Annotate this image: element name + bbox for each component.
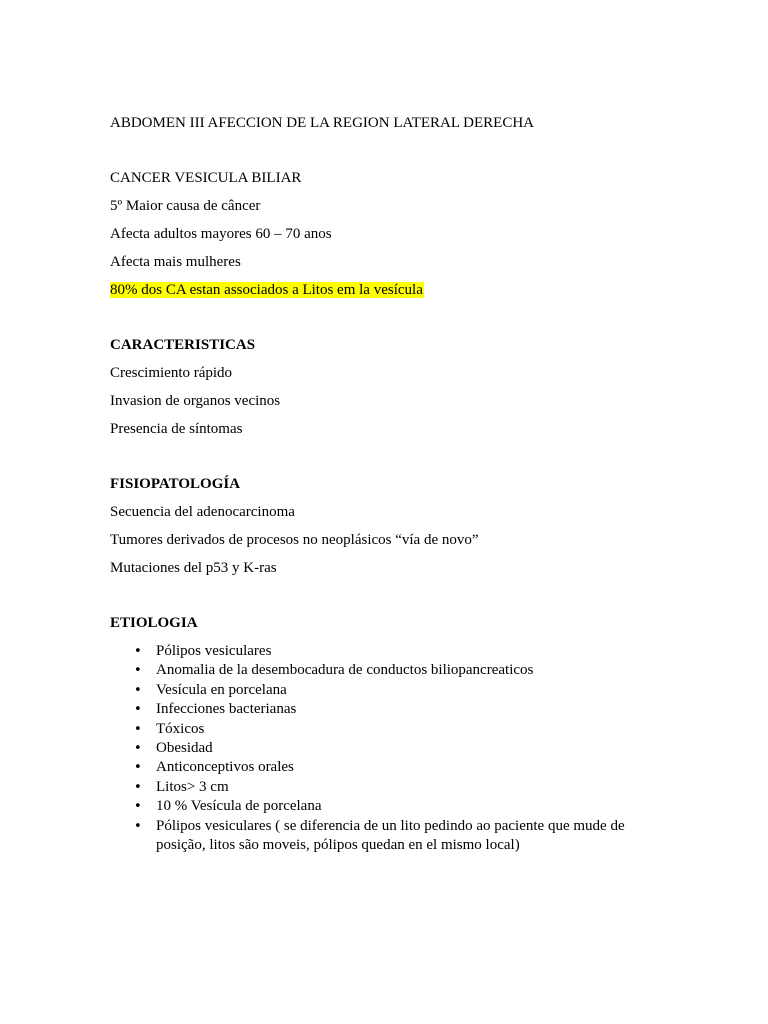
intro-line: 5º Maior causa de câncer <box>110 198 261 214</box>
list-item-text: Pólipos vesiculares ( se diferencia de un lito pedindo ao paciente que mude de posição, litos são moveis, pólipos quedan en el mismo local) <box>156 817 625 854</box>
highlighted-line: 80% dos CA estan associados a Litos em la vesícula <box>110 282 423 298</box>
fisiopatologia-line: Secuencia del adenocarcinoma <box>110 504 295 520</box>
highlighted-line-container <box>110 281 424 299</box>
bullet-icon: • <box>134 682 142 698</box>
bullet-icon: • <box>134 818 142 834</box>
list-item-text: Pólipos vesiculares <box>156 643 272 659</box>
section-heading-cancer-vesicula: CANCER VESICULA BILIAR <box>110 170 302 186</box>
list-item-text: 10 % Vesícula de porcelana <box>156 798 322 815</box>
intro-line: Afecta mais mulheres <box>110 254 241 270</box>
bullet-icon: • <box>134 779 142 795</box>
etiologia-list <box>110 642 670 855</box>
section-heading-fisiopatologia: FISIOPATOLOGÍA <box>110 476 241 492</box>
section-heading-caracteristicas: CARACTERISTICAS <box>110 337 256 353</box>
bullet-icon: • <box>134 644 142 659</box>
bullet-icon: • <box>134 663 142 679</box>
list-item-text: Obesidad <box>156 740 213 757</box>
list-item <box>110 642 670 661</box>
list-item <box>110 661 670 680</box>
bullet-icon: • <box>134 741 142 757</box>
list-item-text: Tóxicos <box>156 720 205 737</box>
list-item-text: Anticonceptivos orales <box>156 759 294 776</box>
fisiopatologia-line: Tumores derivados de procesos no neoplásicos “vía de novo” <box>110 532 479 548</box>
list-item <box>110 778 670 797</box>
caracteristicas-line: Invasion de organos vecinos <box>110 393 281 409</box>
list-item-text: Infecciones bacterianas <box>156 701 297 718</box>
list-item <box>110 758 670 777</box>
document-title: ABDOMEN III AFECCION DE LA REGION LATERAL DERECHA <box>110 115 535 131</box>
list-item <box>110 739 670 758</box>
intro-line: Afecta adultos mayores 60 – 70 anos <box>110 226 332 242</box>
list-item <box>110 681 670 700</box>
list-item-text: Vesícula en porcelana <box>156 681 287 698</box>
list-item <box>110 797 670 816</box>
bullet-icon: • <box>134 721 142 737</box>
section-heading-etiologia: ETIOLOGIA <box>110 615 198 631</box>
list-item-text: Litos> 3 cm <box>156 778 229 795</box>
bullet-icon: • <box>134 799 142 815</box>
list-item-text: Anomalia de la desembocadura de conductos biliopancreaticos <box>156 662 534 679</box>
bullet-icon: • <box>134 702 142 718</box>
caracteristicas-line: Presencia de síntomas <box>110 421 243 437</box>
fisiopatologia-line: Mutaciones del p53 y K-ras <box>110 560 277 576</box>
list-item <box>110 700 670 719</box>
list-item <box>110 720 670 739</box>
bullet-icon: • <box>134 760 142 776</box>
caracteristicas-line: Crescimiento rápido <box>110 365 233 381</box>
list-item <box>110 817 670 856</box>
